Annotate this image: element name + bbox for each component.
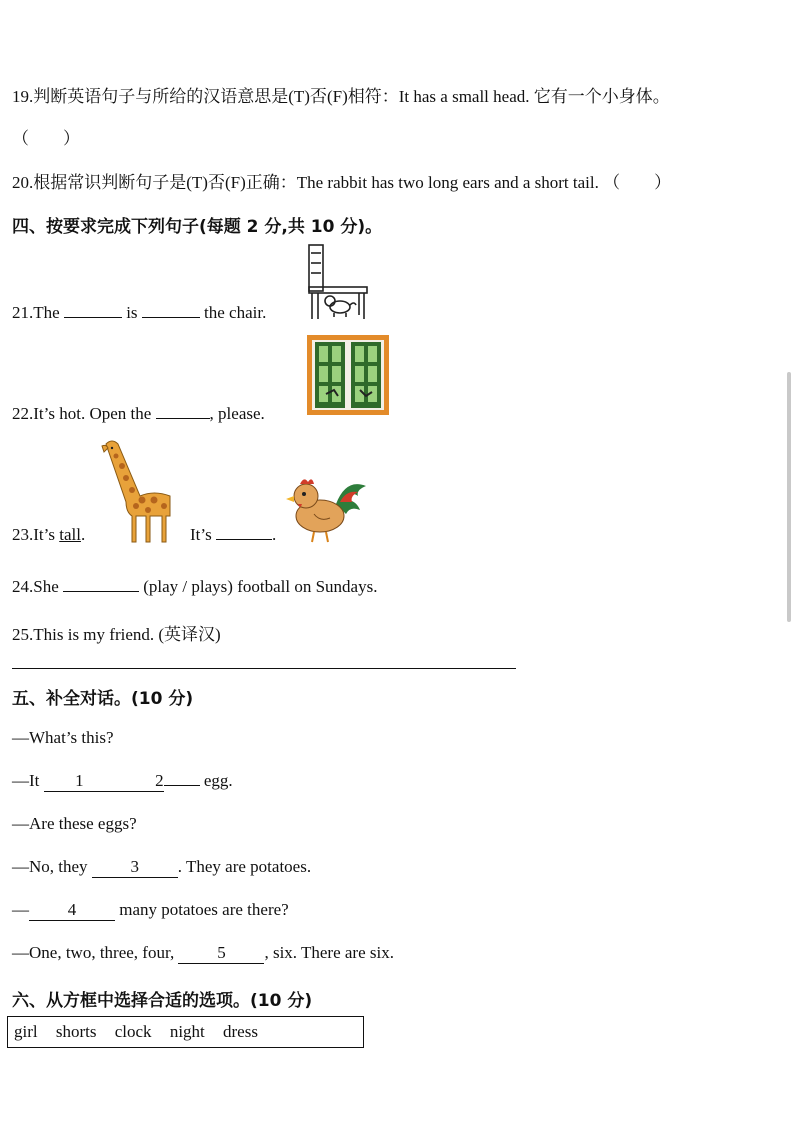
question-19-text: 19.判断英语句子与所给的汉语意思是(T)否(F)相符：It has a small head. 它有一个小身体。 bbox=[12, 87, 670, 106]
question-23: 23.It’s tall. bbox=[12, 525, 86, 544]
dialog-line-5: — 4 many potatoes are there? bbox=[12, 900, 289, 919]
dialog-line-2: —It 1 2 egg. bbox=[12, 771, 233, 790]
scrollbar[interactable] bbox=[787, 372, 791, 622]
question-19 bbox=[12, 82, 670, 107]
question-24: 24.She (play / plays) football on Sundays. bbox=[12, 577, 378, 596]
question-22: 22.It’s hot. Open the , please. bbox=[12, 404, 265, 423]
word-option: clock bbox=[114, 1022, 152, 1041]
answer-line[interactable] bbox=[12, 668, 516, 669]
word-option: girl bbox=[14, 1022, 38, 1041]
question-20-text: 20.根据常识判断句子是(T)否(F)正确：The rabbit has two long ears and a short tail. bbox=[12, 173, 599, 192]
question-19-answer-paren: （ ） bbox=[12, 129, 80, 148]
answer-blank[interactable] bbox=[63, 577, 139, 592]
numbered-blank-3[interactable]: 3 bbox=[92, 857, 178, 878]
answer-blank[interactable] bbox=[142, 303, 200, 318]
section-5-heading: 五、补全对话。(10 分) bbox=[12, 689, 194, 709]
rooster-icon bbox=[284, 474, 368, 544]
answer-blank[interactable] bbox=[64, 303, 122, 318]
giraffe-icon bbox=[100, 436, 180, 544]
answer-blank[interactable] bbox=[216, 525, 272, 540]
word-option: dress bbox=[223, 1022, 258, 1041]
word-option: night bbox=[169, 1022, 205, 1041]
section-4-heading: 四、按要求完成下列句子(每题 2 分,共 10 分)。 bbox=[12, 217, 383, 237]
dialog-line-4: —No, they 3 . They are potatoes. bbox=[12, 857, 312, 876]
numbered-blank-2[interactable]: 2 bbox=[84, 771, 164, 792]
question-23-answer: It’s . bbox=[190, 525, 277, 544]
underlined-word: tall bbox=[59, 525, 81, 544]
answer-blank[interactable] bbox=[156, 404, 210, 419]
question-21: 21.The is the chair. bbox=[12, 303, 267, 322]
numbered-blank-1[interactable]: 1 bbox=[44, 771, 84, 792]
word-box bbox=[7, 1016, 364, 1048]
dialog-line-3: —Are these eggs? bbox=[12, 814, 137, 833]
dialog-line-6: —One, two, three, four, 5 , six. There are six. bbox=[12, 943, 394, 962]
numbered-blank-4[interactable]: 4 bbox=[29, 900, 115, 921]
numbered-blank-5[interactable]: 5 bbox=[178, 943, 264, 964]
question-20 bbox=[12, 168, 671, 193]
word-option: shorts bbox=[55, 1022, 97, 1041]
chair-with-dog-icon bbox=[306, 243, 372, 321]
window-icon bbox=[306, 334, 390, 416]
dialog-line-1: —What’s this? bbox=[12, 728, 114, 747]
question-20-answer-paren: （ ） bbox=[603, 173, 672, 192]
question-25: 25.This is my friend. (英译汉) bbox=[12, 625, 221, 644]
section-6-heading: 六、从方框中选择合适的选项。(10 分) bbox=[12, 991, 313, 1011]
